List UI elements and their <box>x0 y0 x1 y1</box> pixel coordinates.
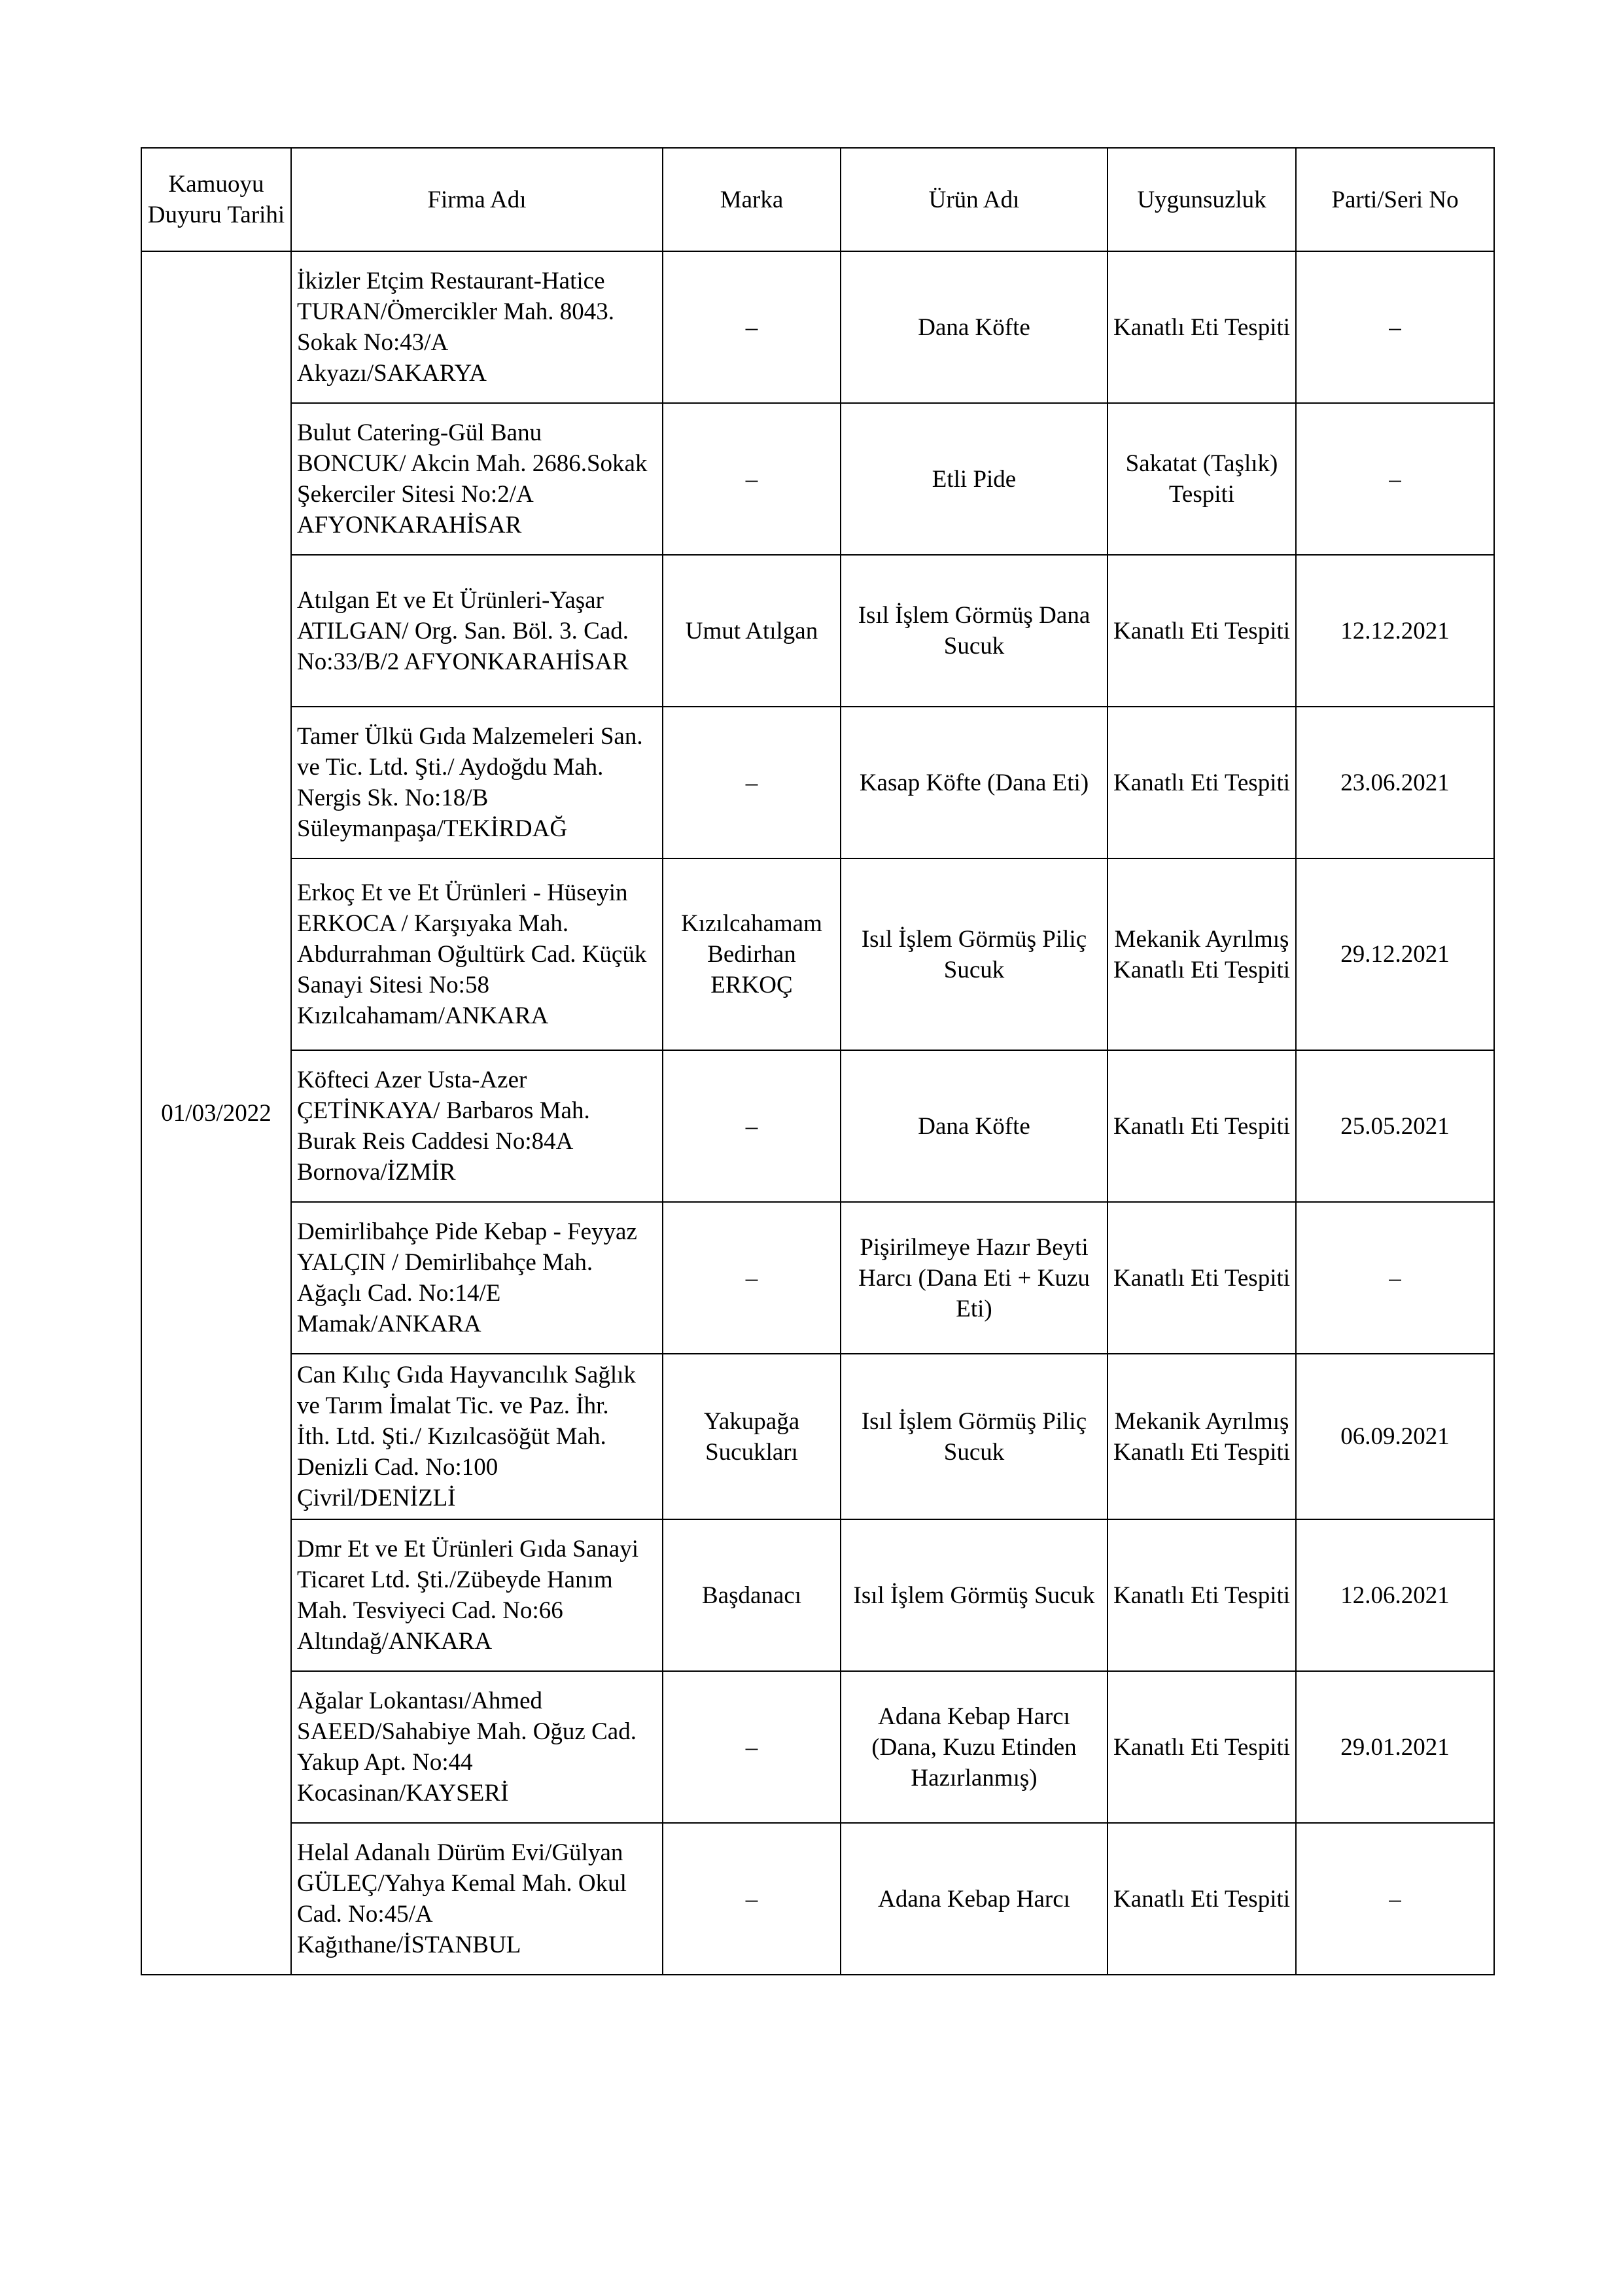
announcement-date: 01/03/2022 <box>141 251 291 1975</box>
firma-line: Şekerciler Sitesi No:2/A <box>297 481 534 508</box>
firma-line: Çivril/DENİZLİ <box>297 1485 456 1511</box>
cell-uygunsuzluk: Kanatlı Eti Tespiti <box>1108 1671 1296 1823</box>
cell-parti: 12.06.2021 <box>1296 1519 1494 1671</box>
cell-uygunsuzluk: Kanatlı Eti Tespiti <box>1108 1519 1296 1671</box>
firma-line: Abdurrahman Oğultürk Cad. Küçük <box>297 941 647 968</box>
cell-firma <box>291 1823 663 1975</box>
cell-parti: 12.12.2021 <box>1296 555 1494 707</box>
cell-uygunsuzluk: Sakatat (Taşlık) Tespiti <box>1108 403 1296 555</box>
firma-line: Sanayi Sitesi No:58 <box>297 972 489 998</box>
table-row <box>141 403 1494 555</box>
cell-firma <box>291 1050 663 1202</box>
cell-urun: Etli Pide <box>841 403 1108 555</box>
firma-line: AFYONKARAHİSAR <box>297 512 522 539</box>
header-row <box>141 148 1494 251</box>
firma-line: ERKOCA / Karşıyaka Mah. <box>297 910 569 937</box>
cell-parti: 29.12.2021 <box>1296 858 1494 1050</box>
cell-urun: Dana Köfte <box>841 251 1108 403</box>
firma-line: Demirlibahçe Pide Kebap - Feyyaz <box>297 1218 637 1245</box>
cell-firma <box>291 1519 663 1671</box>
firma-line: Köfteci Azer Usta-Azer <box>297 1067 527 1093</box>
header-marka: Marka <box>663 148 841 251</box>
cell-uygunsuzluk: Kanatlı Eti Tespiti <box>1108 1823 1296 1975</box>
cell-firma <box>291 858 663 1050</box>
cell-marka: Kızılcahamam Bedirhan ERKOÇ <box>663 858 841 1050</box>
cell-marka: – <box>663 1823 841 1975</box>
firma-line: SAEED/Sahabiye Mah. Oğuz Cad. <box>297 1718 637 1745</box>
firma-line: Dmr Et ve Et Ürünleri Gıda Sanayi <box>297 1536 638 1563</box>
firma-line: Mamak/ANKARA <box>297 1311 481 1337</box>
cell-marka: – <box>663 1671 841 1823</box>
header-urun: Ürün Adı <box>841 148 1108 251</box>
firma-line: BONCUK/ Akcin Mah. 2686.Sokak <box>297 450 648 477</box>
firma-line: Sokak No:43/A <box>297 329 449 356</box>
table-row <box>141 1354 1494 1519</box>
cell-urun: Isıl İşlem Görmüş Sucuk <box>841 1519 1108 1671</box>
firma-line: Can Kılıç Gıda Hayvancılık Sağlık <box>297 1362 636 1388</box>
header-parti: Parti/Seri No <box>1296 148 1494 251</box>
firma-line: Denizli Cad. No:100 <box>297 1454 498 1481</box>
cell-urun: Adana Kebap Harcı <box>841 1823 1108 1975</box>
firma-line: Yakup Apt. No:44 <box>297 1749 473 1776</box>
firma-line: Altındağ/ANKARA <box>297 1628 493 1655</box>
firma-line: ATILGAN/ Org. San. Böl. 3. Cad. <box>297 617 629 645</box>
cell-marka: Başdanacı <box>663 1519 841 1671</box>
cell-urun: Isıl İşlem Görmüş Piliç Sucuk <box>841 1354 1108 1519</box>
firma-line: Kağıthane/İSTANBUL <box>297 1932 521 1958</box>
firma-line: İkizler Etçim Restaurant-Hatice <box>297 268 605 294</box>
cell-parti: – <box>1296 251 1494 403</box>
firma-line: ve Tic. Ltd. Şti./ Aydoğdu Mah. <box>297 754 604 781</box>
firma-line: Akyazı/SAKARYA <box>297 360 487 387</box>
table-row <box>141 1519 1494 1671</box>
cell-marka: Umut Atılgan <box>663 555 841 707</box>
firma-line: Tamer Ülkü Gıda Malzemeleri San. <box>297 723 643 750</box>
cell-urun: Isıl İşlem Görmüş Dana Sucuk <box>841 555 1108 707</box>
cell-firma <box>291 251 663 403</box>
cell-marka: – <box>663 707 841 858</box>
firma-line: Burak Reis Caddesi No:84A <box>297 1128 574 1155</box>
firma-line: Helal Adanalı Dürüm Evi/Gülyan <box>297 1839 623 1866</box>
cell-marka: – <box>663 1050 841 1202</box>
cell-parti: 25.05.2021 <box>1296 1050 1494 1202</box>
table-row <box>141 707 1494 858</box>
cell-uygunsuzluk: Mekanik Ayrılmış Kanatlı Eti Tespiti <box>1108 858 1296 1050</box>
firma-line: Erkoç Et ve Et Ürünleri - Hüseyin <box>297 879 628 906</box>
firma-line: ÇETİNKAYA/ Barbaros Mah. <box>297 1097 590 1124</box>
header-uygunsuzluk: Uygunsuzluk <box>1108 148 1296 251</box>
table-row <box>141 555 1494 707</box>
cell-urun: Dana Köfte <box>841 1050 1108 1202</box>
table-row <box>141 1202 1494 1354</box>
firma-line: Kızılcahamam/ANKARA <box>297 1002 549 1029</box>
cell-uygunsuzluk: Kanatlı Eti Tespiti <box>1108 251 1296 403</box>
firma-line: Ağaçlı Cad. No:14/E <box>297 1280 501 1307</box>
cell-parti: 29.01.2021 <box>1296 1671 1494 1823</box>
cell-marka: Yakupağa Sucukları <box>663 1354 841 1519</box>
header-firma: Firma Adı <box>291 148 663 251</box>
cell-parti: – <box>1296 403 1494 555</box>
firma-line: Cad. No:45/A <box>297 1901 433 1928</box>
header-date: Kamuoyu Duyuru Tarihi <box>141 148 291 251</box>
table-row <box>141 251 1494 403</box>
firma-line: Atılgan Et ve Et Ürünleri-Yaşar <box>297 586 604 614</box>
cell-firma <box>291 1202 663 1354</box>
cell-marka: – <box>663 251 841 403</box>
cell-uygunsuzluk: Kanatlı Eti Tespiti <box>1108 707 1296 858</box>
firma-line: Süleymanpaşa/TEKİRDAĞ <box>297 815 568 842</box>
firma-line: Nergis Sk. No:18/B <box>297 785 489 811</box>
cell-firma <box>291 1354 663 1519</box>
firma-line: Kocasinan/KAYSERİ <box>297 1780 509 1807</box>
firma-line: Bornova/İZMİR <box>297 1159 456 1186</box>
cell-parti: – <box>1296 1202 1494 1354</box>
table-row <box>141 858 1494 1050</box>
firma-line: Mah. Tesviyeci Cad. No:66 <box>297 1597 563 1624</box>
cell-parti: 06.09.2021 <box>1296 1354 1494 1519</box>
firma-line: GÜLEÇ/Yahya Kemal Mah. Okul <box>297 1870 627 1897</box>
cell-marka: – <box>663 403 841 555</box>
cell-parti: – <box>1296 1823 1494 1975</box>
recall-table <box>141 147 1495 1975</box>
cell-firma <box>291 1671 663 1823</box>
cell-uygunsuzluk: Kanatlı Eti Tespiti <box>1108 1050 1296 1202</box>
cell-marka: – <box>663 1202 841 1354</box>
firma-line: No:33/B/2 AFYONKARAHİSAR <box>297 648 629 675</box>
table-row <box>141 1050 1494 1202</box>
cell-firma <box>291 555 663 707</box>
cell-firma <box>291 707 663 858</box>
cell-firma <box>291 403 663 555</box>
table-body <box>141 251 1494 1975</box>
cell-uygunsuzluk: Kanatlı Eti Tespiti <box>1108 1202 1296 1354</box>
table-row <box>141 1823 1494 1975</box>
cell-urun: Adana Kebap Harcı (Dana, Kuzu Etinden Hazırlanmış) <box>841 1671 1108 1823</box>
cell-urun: Isıl İşlem Görmüş Piliç Sucuk <box>841 858 1108 1050</box>
table-row <box>141 1671 1494 1823</box>
cell-uygunsuzluk: Kanatlı Eti Tespiti <box>1108 555 1296 707</box>
firma-line: Ticaret Ltd. Şti./Zübeyde Hanım <box>297 1566 613 1593</box>
cell-urun: Kasap Köfte (Dana Eti) <box>841 707 1108 858</box>
firma-line: TURAN/Ömercikler Mah. 8043. <box>297 298 615 325</box>
cell-parti: 23.06.2021 <box>1296 707 1494 858</box>
firma-line: ve Tarım İmalat Tic. ve Paz. İhr. <box>297 1392 609 1419</box>
cell-uygunsuzluk: Mekanik Ayrılmış Kanatlı Eti Tespiti <box>1108 1354 1296 1519</box>
firma-line: Bulut Catering-Gül Banu <box>297 419 542 446</box>
cell-urun: Pişirilmeye Hazır Beyti Harcı (Dana Eti + Kuzu Eti) <box>841 1202 1108 1354</box>
firma-line: İth. Ltd. Şti./ Kızılcasöğüt Mah. <box>297 1423 606 1450</box>
firma-line: YALÇIN / Demirlibahçe Mah. <box>297 1249 593 1276</box>
firma-line: Ağalar Lokantası/Ahmed <box>297 1687 543 1714</box>
